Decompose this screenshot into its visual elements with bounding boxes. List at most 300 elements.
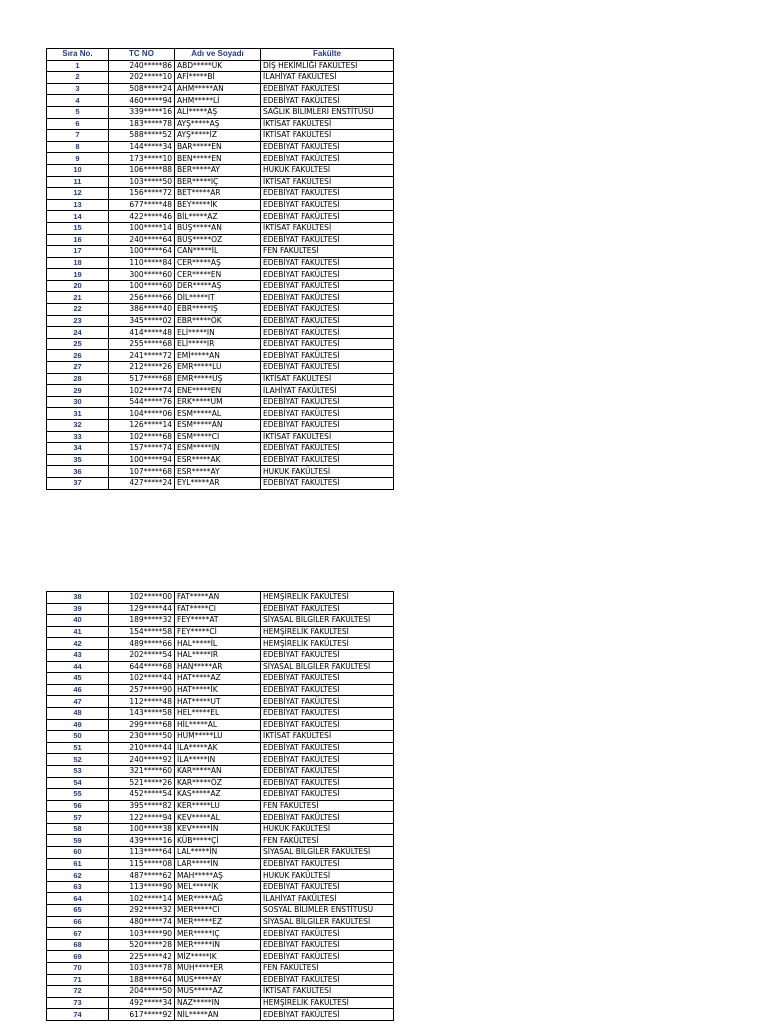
row-number: 37 <box>47 477 109 489</box>
row-number: 30 <box>47 396 109 408</box>
row-number: 1 <box>47 60 109 72</box>
student-name: MER*****EZ <box>175 916 261 928</box>
table-row <box>47 222 394 234</box>
student-name: ENE*****EN <box>175 385 261 397</box>
row-number: 48 <box>47 707 109 719</box>
row-number: 42 <box>47 638 109 650</box>
student-name: BEN*****EN <box>175 153 261 165</box>
student-name: MAH*****AŞ <box>175 870 261 882</box>
student-name: BÜŞ*****OZ <box>175 234 261 246</box>
row-number: 18 <box>47 257 109 269</box>
table-row <box>47 592 394 604</box>
student-name: HAT*****İK <box>175 684 261 696</box>
faculty: İKTİSAT FAKÜLTESİ <box>261 176 394 188</box>
student-name: HAL*****İL <box>175 638 261 650</box>
row-number: 66 <box>47 916 109 928</box>
tc-number: 386*****40 <box>109 304 175 316</box>
tc-number: 106*****88 <box>109 164 175 176</box>
row-number: 61 <box>47 858 109 870</box>
row-number: 27 <box>47 362 109 374</box>
tc-number: 103*****50 <box>109 176 175 188</box>
row-number: 64 <box>47 893 109 905</box>
faculty: EDEBİYAT FAKÜLTESİ <box>261 719 394 731</box>
student-name: HEL*****EL <box>175 707 261 719</box>
row-number: 14 <box>47 211 109 223</box>
tc-number: 202*****54 <box>109 649 175 661</box>
row-number: 44 <box>47 661 109 673</box>
faculty: EDEBİYAT FAKÜLTESİ <box>261 338 394 350</box>
tc-number: 240*****86 <box>109 60 175 72</box>
table-row <box>47 95 394 107</box>
tc-number: 144*****34 <box>109 141 175 153</box>
table-row <box>47 626 394 638</box>
table-row <box>47 800 394 812</box>
faculty: EDEBİYAT FAKÜLTESİ <box>261 812 394 824</box>
student-name: EYL*****AR <box>175 477 261 489</box>
student-name: KER*****LU <box>175 800 261 812</box>
faculty: EDEBİYAT FAKÜLTESİ <box>261 315 394 327</box>
student-name: HÜM*****LU <box>175 731 261 743</box>
table-row <box>47 130 394 142</box>
student-name: KAS*****AZ <box>175 789 261 801</box>
faculty: İKTİSAT FAKÜLTESİ <box>261 130 394 142</box>
tc-number: 480*****74 <box>109 916 175 928</box>
table-row <box>47 396 394 408</box>
student-name: MUS*****AY <box>175 974 261 986</box>
student-name: BİL*****AZ <box>175 211 261 223</box>
row-number: 45 <box>47 673 109 685</box>
faculty: FEN FAKÜLTESİ <box>261 835 394 847</box>
tc-number: 173*****10 <box>109 153 175 165</box>
header-fakulte: Fakülte <box>261 49 394 61</box>
table-row <box>47 696 394 708</box>
faculty: FEN FAKÜLTESİ <box>261 246 394 258</box>
tc-number: 299*****68 <box>109 719 175 731</box>
row-number: 20 <box>47 280 109 292</box>
faculty: EDEBİYAT FAKÜLTESİ <box>261 649 394 661</box>
table-row <box>47 164 394 176</box>
row-number: 57 <box>47 812 109 824</box>
row-number: 73 <box>47 997 109 1009</box>
student-name: ERK*****UM <box>175 396 261 408</box>
row-number: 16 <box>47 234 109 246</box>
tc-number: 100*****38 <box>109 823 175 835</box>
table-row <box>47 986 394 998</box>
table-row <box>47 153 394 165</box>
row-number: 8 <box>47 141 109 153</box>
row-number: 70 <box>47 963 109 975</box>
student-name: KAR*****ÖZ <box>175 777 261 789</box>
tc-number: 102*****14 <box>109 893 175 905</box>
faculty: EDEBİYAT FAKÜLTESİ <box>261 304 394 316</box>
tc-number: 103*****90 <box>109 928 175 940</box>
row-number: 41 <box>47 626 109 638</box>
tc-number: 129*****44 <box>109 603 175 615</box>
faculty: EDEBİYAT FAKÜLTESİ <box>261 420 394 432</box>
faculty: EDEBİYAT FAKÜLTESİ <box>261 257 394 269</box>
row-number: 28 <box>47 373 109 385</box>
student-name: NİL*****AN <box>175 1009 261 1021</box>
row-number: 29 <box>47 385 109 397</box>
row-number: 50 <box>47 731 109 743</box>
row-number: 52 <box>47 754 109 766</box>
row-number: 38 <box>47 592 109 604</box>
table-row <box>47 141 394 153</box>
table-row <box>47 812 394 824</box>
faculty: EDEBİYAT FAKÜLTESİ <box>261 707 394 719</box>
student-name: AFİ*****Bİ <box>175 72 261 84</box>
faculty: EDEBİYAT FAKÜLTESİ <box>261 269 394 281</box>
table-row <box>47 60 394 72</box>
tc-number: 154*****58 <box>109 626 175 638</box>
faculty: İKTİSAT FAKÜLTESİ <box>261 118 394 130</box>
row-number: 74 <box>47 1009 109 1021</box>
row-number: 72 <box>47 986 109 998</box>
tc-number: 241*****72 <box>109 350 175 362</box>
faculty: EDEBİYAT FAKÜLTESİ <box>261 881 394 893</box>
row-number: 65 <box>47 905 109 917</box>
row-number: 6 <box>47 118 109 130</box>
tc-number: 345*****02 <box>109 315 175 327</box>
student-name: HİL*****AL <box>175 719 261 731</box>
table-row <box>47 707 394 719</box>
table-row <box>47 1009 394 1021</box>
tc-number: 452*****54 <box>109 789 175 801</box>
table-row <box>47 106 394 118</box>
table-row <box>47 443 394 455</box>
table-row <box>47 789 394 801</box>
student-name: AHM*****AN <box>175 83 261 95</box>
row-number: 68 <box>47 939 109 951</box>
row-number: 58 <box>47 823 109 835</box>
student-name: ESM*****IN <box>175 443 261 455</box>
student-name: MER*****IÇ <box>175 928 261 940</box>
tc-number: 257*****90 <box>109 684 175 696</box>
table-row <box>47 649 394 661</box>
student-name: FEY*****AT <box>175 615 261 627</box>
row-number: 7 <box>47 130 109 142</box>
row-number: 63 <box>47 881 109 893</box>
student-name: LAR*****İN <box>175 858 261 870</box>
faculty: EDEBİYAT FAKÜLTESİ <box>261 443 394 455</box>
faculty: EDEBİYAT FAKÜLTESİ <box>261 95 394 107</box>
faculty: HUKUK FAKÜLTESİ <box>261 870 394 882</box>
row-number: 15 <box>47 222 109 234</box>
tc-number: 107*****68 <box>109 466 175 478</box>
row-number: 47 <box>47 696 109 708</box>
faculty: EDEBİYAT FAKÜLTESİ <box>261 939 394 951</box>
faculty: EDEBİYAT FAKÜLTESİ <box>261 696 394 708</box>
table-row <box>47 754 394 766</box>
student-name: ABD*****ÜK <box>175 60 261 72</box>
student-name: FAT*****AN <box>175 592 261 604</box>
faculty: EDEBİYAT FAKÜLTESİ <box>261 789 394 801</box>
row-number: 9 <box>47 153 109 165</box>
student-name: BAR*****EN <box>175 141 261 153</box>
tc-number: 202*****10 <box>109 72 175 84</box>
table-row <box>47 893 394 905</box>
row-number: 43 <box>47 649 109 661</box>
table-row <box>47 408 394 420</box>
faculty: HUKUK FAKÜLTESİ <box>261 466 394 478</box>
tc-number: 460*****94 <box>109 95 175 107</box>
row-number: 25 <box>47 338 109 350</box>
table-row <box>47 338 394 350</box>
row-number: 67 <box>47 928 109 940</box>
faculty: EDEBİYAT FAKÜLTESİ <box>261 754 394 766</box>
student-name: LAL*****İN <box>175 847 261 859</box>
tc-number: 100*****64 <box>109 246 175 258</box>
table-row <box>47 72 394 84</box>
table-row <box>47 350 394 362</box>
student-name: DER*****AŞ <box>175 280 261 292</box>
table-row <box>47 684 394 696</box>
student-name: CER*****AŞ <box>175 257 261 269</box>
faculty: EDEBİYAT FAKÜLTESİ <box>261 603 394 615</box>
tc-number: 225*****42 <box>109 951 175 963</box>
tc-number: 157*****74 <box>109 443 175 455</box>
faculty: SİYASAL BİLGİLER FAKÜLTESİ <box>261 615 394 627</box>
student-name: BER*****AY <box>175 164 261 176</box>
tc-number: 439*****16 <box>109 835 175 847</box>
student-name: ELİ*****IR <box>175 338 261 350</box>
row-number: 11 <box>47 176 109 188</box>
tc-number: 156*****72 <box>109 188 175 200</box>
table-row <box>47 315 394 327</box>
faculty: İKTİSAT FAKÜLTESİ <box>261 431 394 443</box>
tc-number: 102*****68 <box>109 431 175 443</box>
tc-number: 422*****46 <box>109 211 175 223</box>
faculty: EDEBİYAT FAKÜLTESİ <box>261 1009 394 1021</box>
tc-number: 321*****60 <box>109 765 175 777</box>
tc-number: 508*****24 <box>109 83 175 95</box>
faculty: İLAHİYAT FAKÜLTESİ <box>261 72 394 84</box>
student-name: ALİ*****AŞ <box>175 106 261 118</box>
tc-number: 240*****92 <box>109 754 175 766</box>
faculty: İLAHİYAT FAKÜLTESİ <box>261 893 394 905</box>
table-row <box>47 373 394 385</box>
tc-number: 104*****06 <box>109 408 175 420</box>
table-row <box>47 615 394 627</box>
tc-number: 517*****68 <box>109 373 175 385</box>
table-row <box>47 211 394 223</box>
student-name: HAL*****IR <box>175 649 261 661</box>
row-number: 55 <box>47 789 109 801</box>
row-number: 49 <box>47 719 109 731</box>
faculty: EDEBİYAT FAKÜLTESİ <box>261 928 394 940</box>
header-row <box>47 49 394 61</box>
student-name: HAT*****UT <box>175 696 261 708</box>
row-number: 24 <box>47 327 109 339</box>
row-number: 4 <box>47 95 109 107</box>
faculty: SOSYAL BİLİMLER ENSTİTÜSÜ <box>261 905 394 917</box>
tc-number: 230*****50 <box>109 731 175 743</box>
student-name: MER*****CI <box>175 905 261 917</box>
faculty: EDEBİYAT FAKÜLTESİ <box>261 362 394 374</box>
tc-number: 544*****76 <box>109 396 175 408</box>
student-name: EBR*****ÖK <box>175 315 261 327</box>
student-name: KEV*****AL <box>175 812 261 824</box>
faculty: EDEBİYAT FAKÜLTESİ <box>261 141 394 153</box>
student-name: ESM*****AL <box>175 408 261 420</box>
table-row <box>47 916 394 928</box>
table-row <box>47 292 394 304</box>
tc-number: 521*****26 <box>109 777 175 789</box>
table-row <box>47 431 394 443</box>
tc-number: 100*****94 <box>109 454 175 466</box>
student-name: KEV*****İN <box>175 823 261 835</box>
tc-number: 487*****62 <box>109 870 175 882</box>
faculty: HEMŞİRELİK FAKÜLTESİ <box>261 638 394 650</box>
tc-number: 102*****00 <box>109 592 175 604</box>
faculty: EDEBİYAT FAKÜLTESİ <box>261 292 394 304</box>
tc-number: 492*****34 <box>109 997 175 1009</box>
row-number: 53 <box>47 765 109 777</box>
student-name: ESM*****CI <box>175 431 261 443</box>
student-name: CAN*****İL <box>175 246 261 258</box>
table-row <box>47 327 394 339</box>
faculty: FEN FAKÜLTESİ <box>261 800 394 812</box>
tc-number: 256*****66 <box>109 292 175 304</box>
table-row <box>47 673 394 685</box>
student-name: MİZ*****IK <box>175 951 261 963</box>
row-number: 71 <box>47 974 109 986</box>
faculty: EDEBİYAT FAKÜLTESİ <box>261 684 394 696</box>
header-tc: TC NO <box>109 49 175 61</box>
faculty: EDEBİYAT FAKÜLTESİ <box>261 477 394 489</box>
header-ad: Adı ve Soyadı <box>175 49 261 61</box>
faculty: EDEBİYAT FAKÜLTESİ <box>261 742 394 754</box>
table-row <box>47 823 394 835</box>
table-row <box>47 118 394 130</box>
student-name: MER*****IN <box>175 939 261 951</box>
table-row <box>47 466 394 478</box>
row-number: 19 <box>47 269 109 281</box>
tc-number: 188*****64 <box>109 974 175 986</box>
row-number: 22 <box>47 304 109 316</box>
faculty: HUKUK FAKÜLTESİ <box>261 823 394 835</box>
faculty: SİYASAL BİLGİLER FAKÜLTESİ <box>261 661 394 673</box>
row-number: 21 <box>47 292 109 304</box>
row-number: 17 <box>47 246 109 258</box>
table-row <box>47 362 394 374</box>
tc-number: 100*****60 <box>109 280 175 292</box>
header-sira: Sıra No. <box>47 49 109 61</box>
row-number: 2 <box>47 72 109 84</box>
table-row <box>47 638 394 650</box>
tc-number: 677*****48 <box>109 199 175 211</box>
tc-number: 240*****64 <box>109 234 175 246</box>
student-name: AYŞ*****İZ <box>175 130 261 142</box>
student-name: EBR*****IŞ <box>175 304 261 316</box>
table-row <box>47 603 394 615</box>
faculty: EDEBİYAT FAKÜLTESİ <box>261 951 394 963</box>
tc-number: 210*****44 <box>109 742 175 754</box>
student-name: EMİ*****AN <box>175 350 261 362</box>
table-row <box>47 304 394 316</box>
tc-number: 122*****94 <box>109 812 175 824</box>
row-number: 34 <box>47 443 109 455</box>
faculty: HUKUK FAKÜLTESİ <box>261 164 394 176</box>
tc-number: 113*****90 <box>109 881 175 893</box>
student-name: ESM*****AN <box>175 420 261 432</box>
student-name: AHM*****Lİ <box>175 95 261 107</box>
tc-number: 292*****32 <box>109 905 175 917</box>
table-row <box>47 847 394 859</box>
table-row <box>47 731 394 743</box>
student-name: AYŞ*****AŞ <box>175 118 261 130</box>
tc-number: 204*****50 <box>109 986 175 998</box>
table-row <box>47 881 394 893</box>
faculty: EDEBİYAT FAKÜLTESİ <box>261 350 394 362</box>
row-number: 46 <box>47 684 109 696</box>
table-row <box>47 905 394 917</box>
tc-number: 520*****28 <box>109 939 175 951</box>
table-row <box>47 997 394 1009</box>
faculty: EDEBİYAT FAKÜLTESİ <box>261 211 394 223</box>
table-row <box>47 257 394 269</box>
table-row <box>47 777 394 789</box>
student-name: BET*****AR <box>175 188 261 200</box>
faculty: EDEBİYAT FAKÜLTESİ <box>261 327 394 339</box>
student-name: HAT*****AZ <box>175 673 261 685</box>
row-number: 35 <box>47 454 109 466</box>
faculty: EDEBİYAT FAKÜLTESİ <box>261 83 394 95</box>
tc-number: 189*****32 <box>109 615 175 627</box>
row-number: 60 <box>47 847 109 859</box>
table-row <box>47 83 394 95</box>
student-name: NAZ*****IN <box>175 997 261 1009</box>
table-row <box>47 280 394 292</box>
faculty: EDEBİYAT FAKÜLTESİ <box>261 199 394 211</box>
tc-number: 100*****14 <box>109 222 175 234</box>
faculty: İLAHİYAT FAKÜLTESİ <box>261 385 394 397</box>
row-number: 32 <box>47 420 109 432</box>
tc-number: 102*****74 <box>109 385 175 397</box>
faculty: DİŞ HEKİMLİĞİ FAKÜLTESİ <box>261 60 394 72</box>
tc-number: 255*****68 <box>109 338 175 350</box>
student-name: EMR*****UŞ <box>175 373 261 385</box>
student-name: ESR*****AY <box>175 466 261 478</box>
student-name: ESR*****AK <box>175 454 261 466</box>
table-row <box>47 858 394 870</box>
table-row <box>47 951 394 963</box>
student-name: KÜB*****Çİ <box>175 835 261 847</box>
tc-number: 115*****08 <box>109 858 175 870</box>
table-row <box>47 765 394 777</box>
student-name: KAR*****AN <box>175 765 261 777</box>
row-number: 54 <box>47 777 109 789</box>
tc-number: 143*****58 <box>109 707 175 719</box>
faculty: İKTİSAT FAKÜLTESİ <box>261 222 394 234</box>
table-row <box>47 420 394 432</box>
row-number: 26 <box>47 350 109 362</box>
tc-number: 102*****44 <box>109 673 175 685</box>
tc-number: 110*****84 <box>109 257 175 269</box>
faculty: EDEBİYAT FAKÜLTESİ <box>261 396 394 408</box>
faculty: SİYASAL BİLGİLER FAKÜLTESİ <box>261 916 394 928</box>
faculty: HEMŞİRELİK FAKÜLTESİ <box>261 997 394 1009</box>
faculty: HEMŞİRELİK FAKÜLTESİ <box>261 592 394 604</box>
table-row <box>47 246 394 258</box>
student-name: MER*****AĞ <box>175 893 261 905</box>
student-table-1 <box>46 48 394 490</box>
faculty: HEMŞİRELİK FAKÜLTESİ <box>261 626 394 638</box>
row-number: 33 <box>47 431 109 443</box>
tc-number: 617*****92 <box>109 1009 175 1021</box>
faculty: EDEBİYAT FAKÜLTESİ <box>261 454 394 466</box>
faculty: EDEBİYAT FAKÜLTESİ <box>261 234 394 246</box>
